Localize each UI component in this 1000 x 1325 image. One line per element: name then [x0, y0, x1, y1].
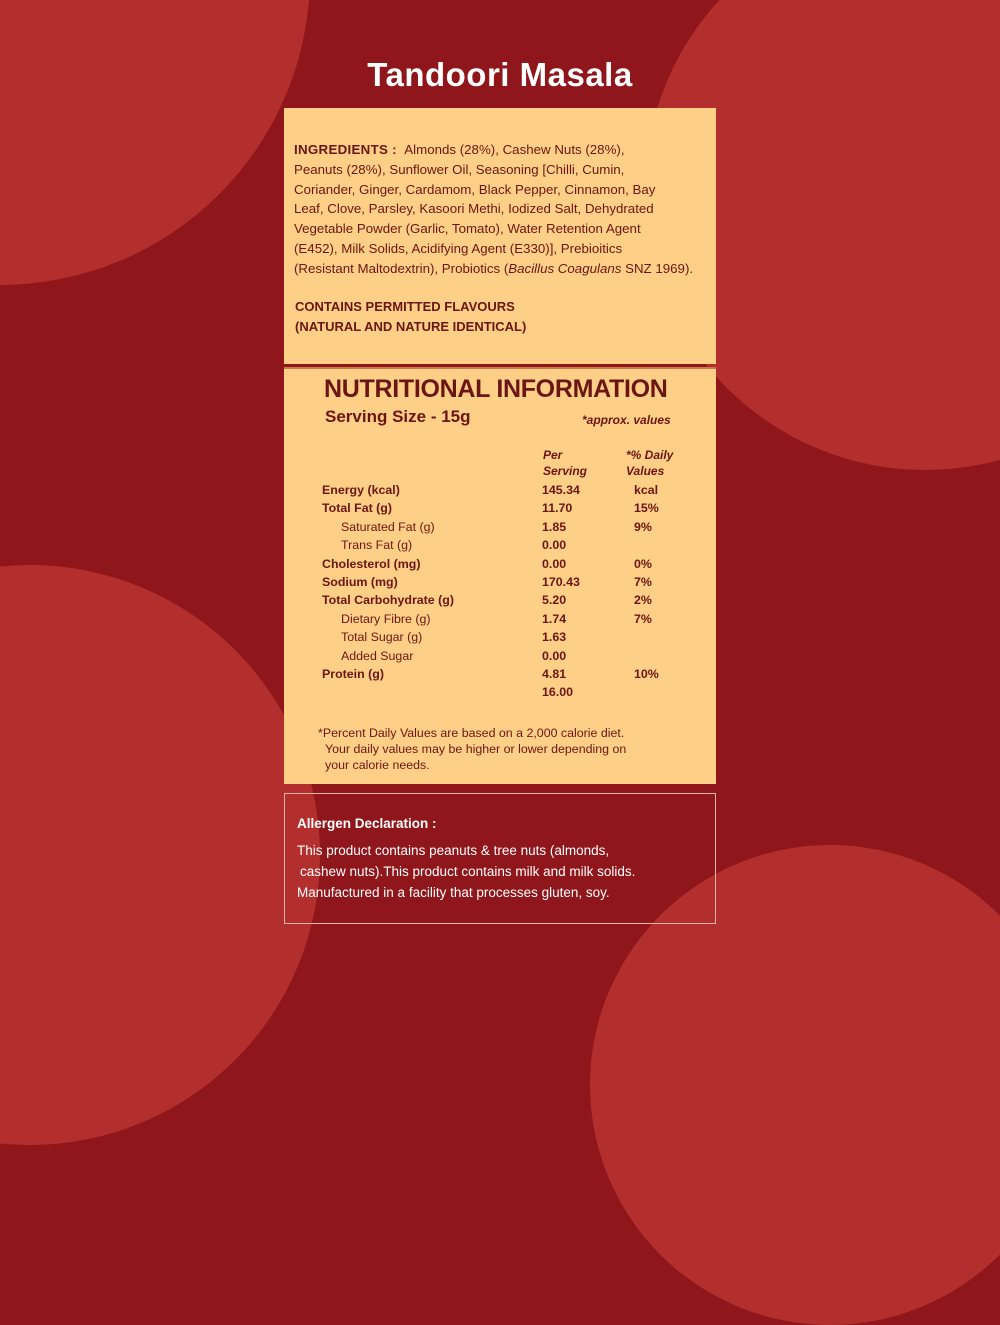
nutrition-row: [284, 685, 716, 703]
allergen-text: This product contains peanuts & tree nuts (almonds, cashew nuts).This product contains milk and milk solids. Manufactured in a facility that processes gluten, soy.: [297, 843, 636, 900]
nutrient-per-serving: 11.70: [542, 501, 573, 516]
nutrient-name: Trans Fat (g): [341, 538, 413, 553]
nutrition-row: [284, 483, 716, 501]
nutrient-per-serving: 0.00: [542, 538, 567, 553]
nutrient-daily-value: 15%: [634, 501, 659, 516]
nutrient-per-serving: 5.20: [542, 593, 567, 608]
nutrient-name: Saturated Fat (g): [341, 519, 435, 534]
nutrient-name: Total Fat (g): [322, 501, 392, 516]
serving-size: Serving Size - 15g: [325, 407, 471, 426]
ingredients-line: Vegetable Powder (Garlic, Tomato), Water Retention Agent: [294, 221, 641, 237]
nutrient-daily-value: 2%: [634, 593, 652, 608]
nutrient-per-serving: 1.85: [542, 519, 567, 534]
nutrition-row: [284, 501, 716, 519]
nutrition-row: [284, 520, 716, 538]
ingredients-line: Leaf, Clove, Parsley, Kasoori Methi, Iodized Salt, Dehydrated: [294, 201, 654, 217]
nutrient-per-serving: 145.34: [542, 483, 580, 497]
ingredients-line: INGREDIENTS : Almonds (28%), Cashew Nuts (28%),: [294, 142, 625, 157]
nutrition-panel: [284, 367, 716, 784]
nutrient-daily-value: 9%: [634, 519, 652, 534]
nutrient-per-serving: 4.81: [542, 666, 567, 681]
nutrition-row: [284, 575, 716, 593]
nutrient-per-serving: 1.63: [542, 630, 567, 645]
nutrient-daily-value: 7%: [634, 574, 652, 589]
nutrient-name: Sodium (mg): [322, 574, 398, 589]
nutrient-name: Cholesterol (mg): [322, 556, 421, 571]
nutrient-daily-value: 0%: [634, 556, 652, 571]
ingredients-panel: [284, 108, 716, 364]
nutrient-per-serving: 1.74: [542, 611, 567, 626]
nutrient-daily-value: kcal: [634, 483, 659, 497]
nutrition-row: [284, 593, 716, 611]
nutrient-name: Energy (kcal): [322, 483, 400, 497]
ingredients-line: (Resistant Maltodextrin), Probiotics (Bacillus Coagulans SNZ 1969).: [294, 260, 694, 276]
ingredients-line: Peanuts (28%), Sunflower Oil, Seasoning [Chilli, Cumin,: [294, 161, 625, 177]
nutrient-name: Total Sugar (g): [341, 630, 423, 645]
nutrition-row: [284, 612, 716, 630]
nutrient-daily-value: 10%: [634, 666, 659, 681]
nutrition-row: [284, 630, 716, 648]
nutrition-table: [284, 483, 716, 704]
ingredients-line: (E452), Milk Solids, Acidifying Agent (E330)], Prebioitics: [294, 240, 623, 256]
product-title: Tandoori Masala: [367, 56, 633, 93]
nutrient-per-serving: 16.00: [542, 685, 574, 700]
daily-value-footnote: *Percent Daily Values are based on a 2,000 calorie diet. Your daily values may be higher or lower depending on your calorie needs.: [318, 726, 627, 772]
nutrition-row: [284, 649, 716, 667]
approx-note: *approx. values: [582, 413, 671, 427]
allergen-title: Allergen Declaration :: [297, 816, 437, 831]
ingredients-line: Coriander, Ginger, Cardamom, Black Pepper, Cinnamon, Bay: [294, 181, 656, 197]
ingredients-text: [294, 140, 712, 279]
background-circle: [0, 0, 310, 285]
nutrient-name: Total Carbohydrate (g): [322, 593, 454, 608]
nutrient-name: Protein (g): [322, 666, 384, 681]
nutrition-row: [284, 667, 716, 685]
nutrient-per-serving: 0.00: [542, 556, 567, 571]
background-circle: [0, 565, 320, 1145]
nutrient-name: Dietary Fibre (g): [341, 611, 431, 626]
nutrient-per-serving: 170.43: [542, 574, 580, 589]
allergen-box: [284, 793, 716, 924]
flavours-note: CONTAINS PERMITTED FLAVOURS (NATURAL AND NATURE IDENTICAL): [295, 299, 527, 334]
nutrition-row: [284, 557, 716, 575]
nutrition-row: [284, 538, 716, 556]
nutrient-daily-value: 7%: [634, 611, 652, 626]
column-header-per-serving: Per Serving: [543, 448, 588, 478]
nutrient-name: Added Sugar: [341, 648, 414, 663]
nutrient-per-serving: 0.00: [542, 648, 567, 663]
nutrition-heading: NUTRITIONAL INFORMATION: [324, 375, 668, 403]
column-header-daily-values: *% Daily Values: [626, 448, 674, 478]
ingredients-label: INGREDIENTS :: [294, 142, 397, 157]
probiotic-name: Bacillus Coagulans: [508, 260, 622, 276]
